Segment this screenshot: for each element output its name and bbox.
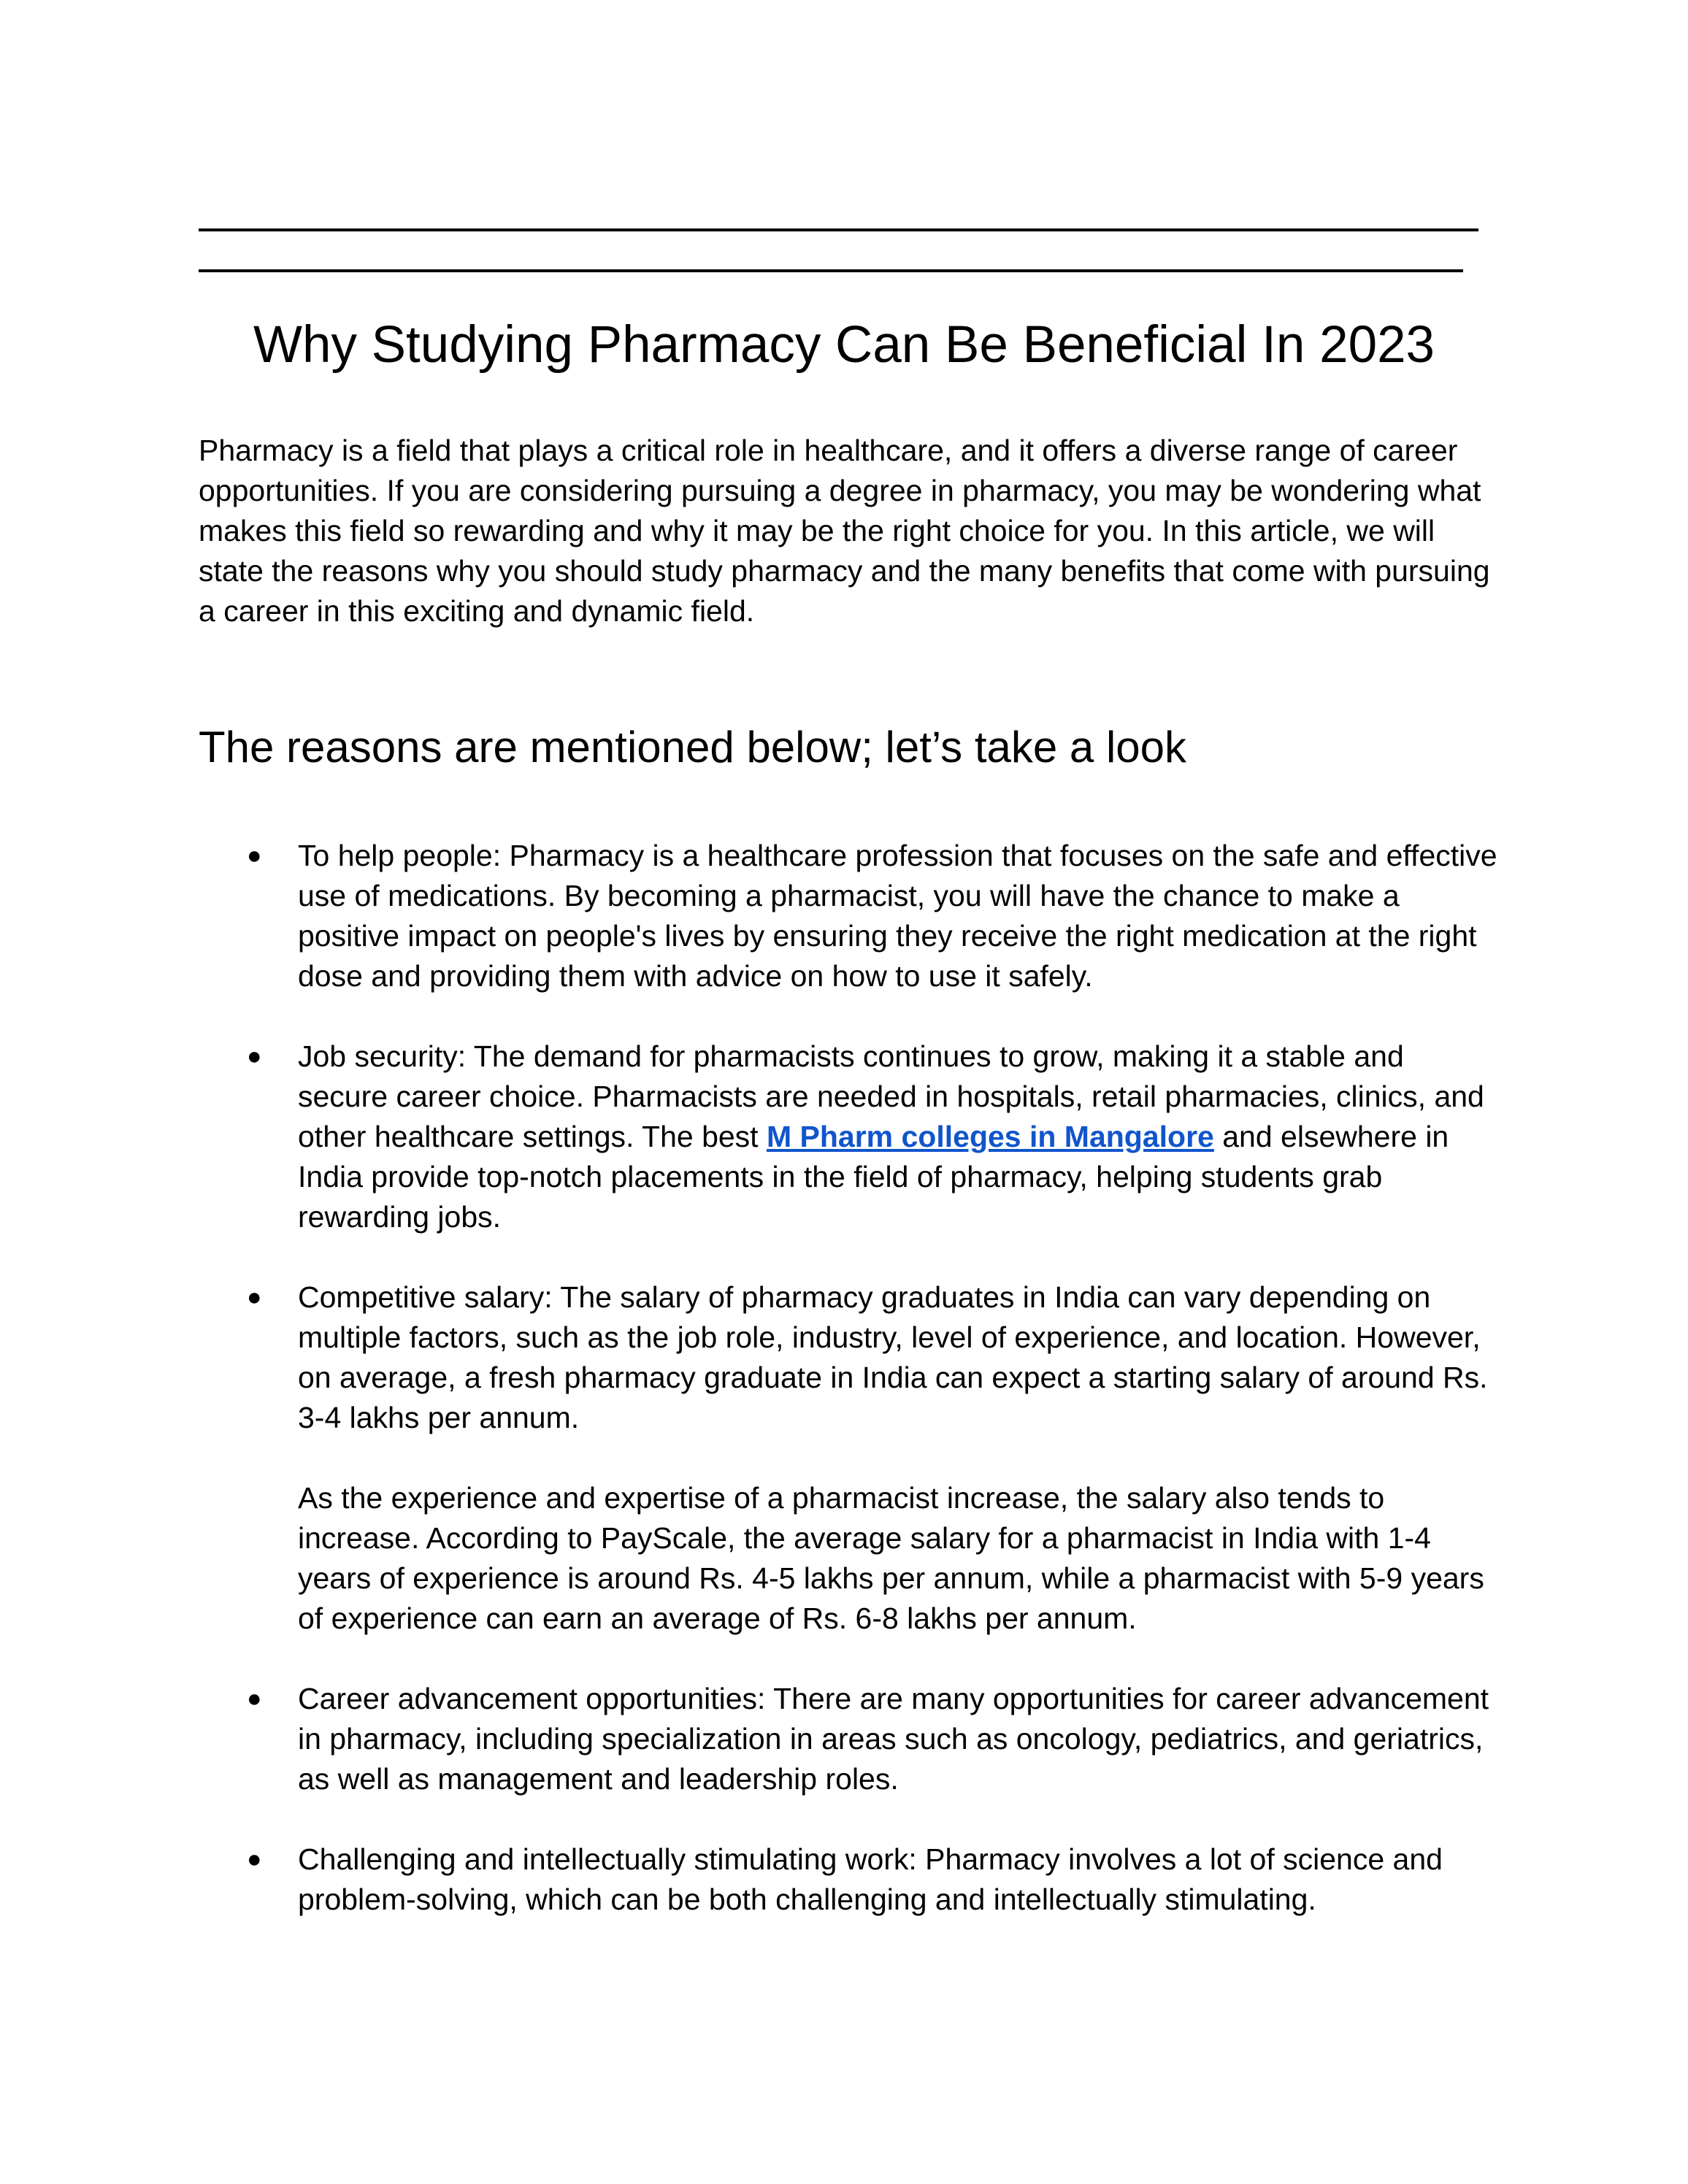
bullet-icon: ●: [247, 1042, 262, 1070]
intro-paragraph: Pharmacy is a field that plays a critical role in healthcare, and it offers a diverse range of career opportunities. If you are considering pursuing a degree in pharmacy, you may be wondering what makes this field so rewarding and why it may be the right choice for you. In this article, we will state the reasons why you should study pharmacy and the many benefits that come with pursuing a career in this exciting and dynamic field.: [199, 434, 1490, 628]
header-rule-top: [199, 228, 1478, 231]
bullet-icon: ●: [247, 842, 262, 869]
header-rule-bottom: [199, 269, 1463, 272]
reason-text-continued: As the experience and expertise of a pharmacist increase, the salary also tends to increase. According to PayScale, the average salary for a pharmacist in India with 1-4 years of experience is around Rs. 4-5 lakhs per annum, while a pharmacist with 5-9 years of experience can earn an average of Rs. 6-8 lakhs per annum.: [298, 1481, 1484, 1635]
reasons-heading: The reasons are mentioned below; let’s take a look: [199, 723, 1187, 772]
reason-text: [298, 1037, 1498, 1237]
reason-text: Career advancement opportunities: There are many opportunities for career advancement in pharmacy, including specialization in areas such as oncology, pediatrics, and geriatrics, as well as management and leadership roles.: [298, 1682, 1489, 1796]
m-pharm-colleges-link[interactable]: M Pharm colleges in Mangalore: [766, 1120, 1214, 1153]
page-title: Why Studying Pharmacy Can Be Beneficial In 2023: [253, 316, 1435, 374]
reason-text-after-link: and elsewhere in India provide top-notch placements in the field of pharmacy, helping students grab rewarding jobs.: [298, 1120, 1449, 1234]
reason-text: Challenging and intellectually stimulating work: Pharmacy involves a lot of science and problem-solving, which can be both challenging and intellectually stimulating.: [298, 1842, 1443, 1916]
reason-job-security: [199, 1037, 1498, 1237]
reason-competitive-salary: [199, 1277, 1498, 1639]
reason-challenging-work: [199, 1839, 1498, 1920]
reasons-list: [199, 836, 1498, 1920]
bullet-icon: ●: [247, 1685, 262, 1712]
reason-text: To help people: Pharmacy is a healthcare profession that focuses on the safe and effective use of medications. By becoming a pharmacist, you will have the chance to make a positive impact on people's lives by ensuring they receive the right medication at the right dose and providing them with advice on how to use it safely.: [298, 839, 1497, 993]
bullet-icon: ●: [247, 1283, 262, 1311]
bullet-icon: ●: [247, 1845, 262, 1873]
reason-help-people: [199, 836, 1498, 996]
reason-text-before-link: Job security: The demand for pharmacists continues to grow, making it a stable and secure career choice. Pharmacists are needed in hospitals, retail pharmacies, clinics, and other healthcare settings. The best: [298, 1039, 1484, 1153]
reason-career-advancement: [199, 1679, 1498, 1799]
reason-text: Competitive salary: The salary of pharmacy graduates in India can vary depending on multiple factors, such as the job role, industry, level of experience, and location. However, on average, a fresh pharmacy graduate in India can expect a starting salary of around Rs. 3-4 lakhs per annum.: [298, 1280, 1488, 1434]
